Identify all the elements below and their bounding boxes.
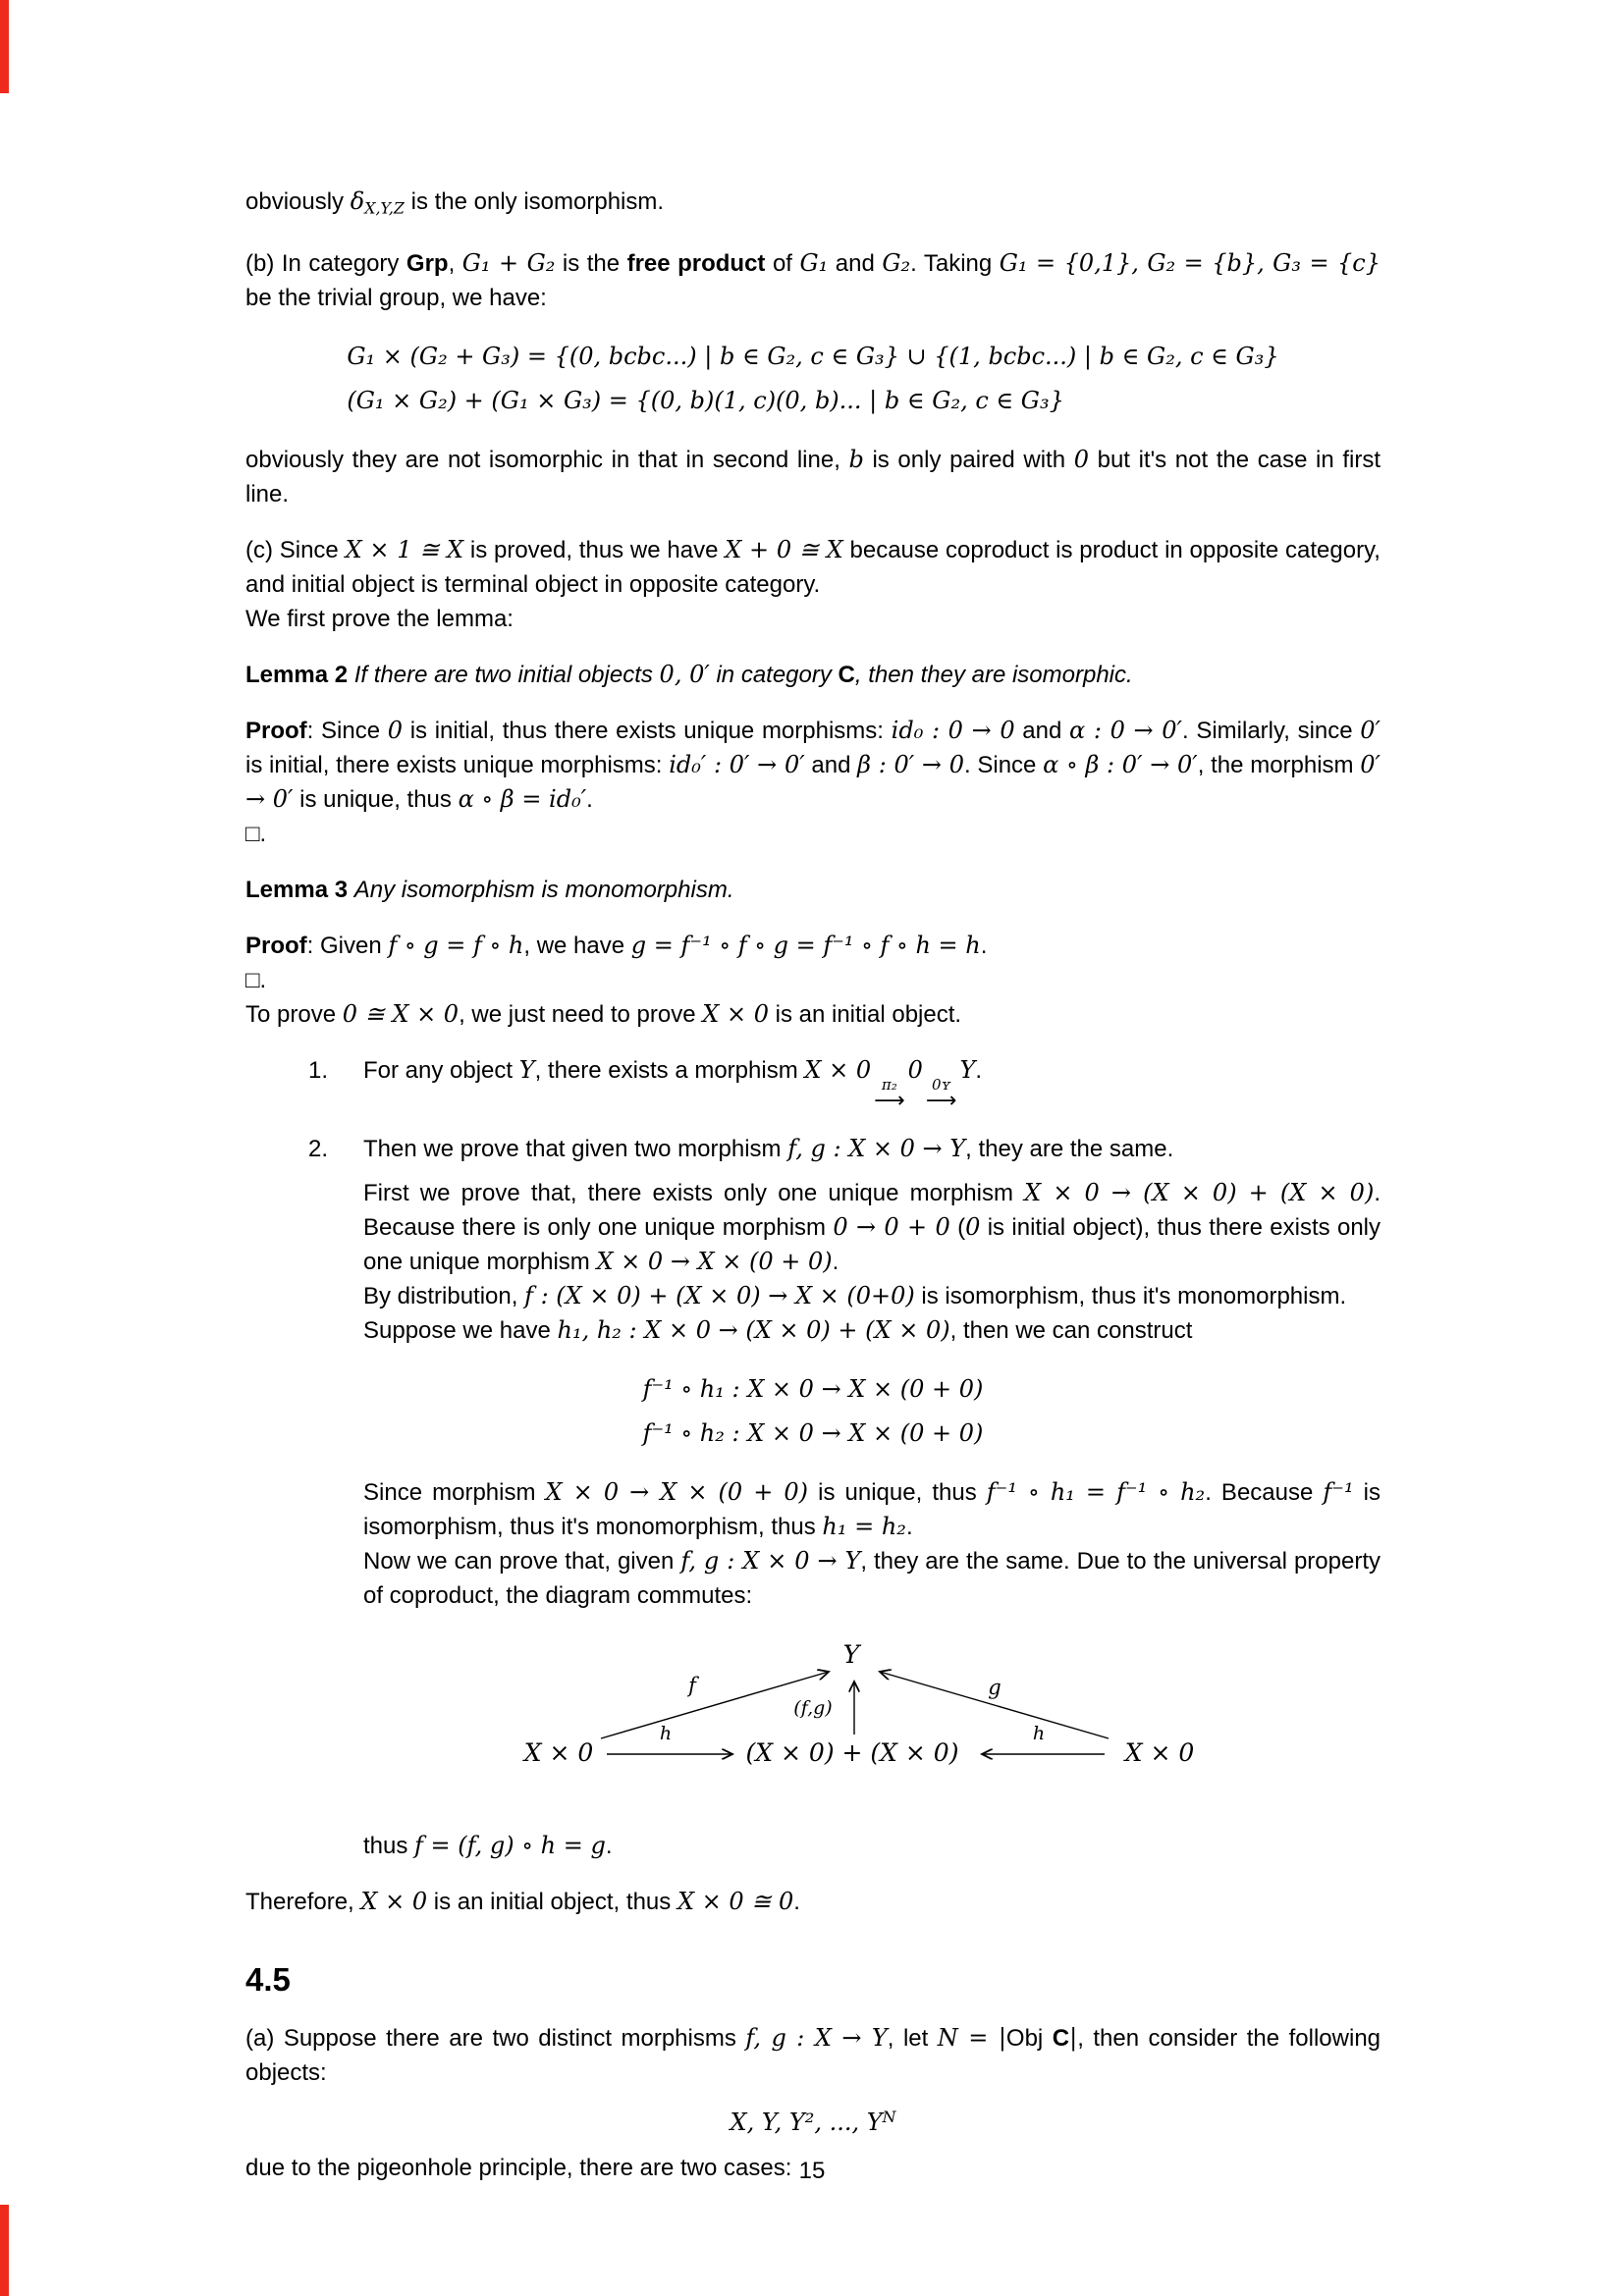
list-number: 2. (308, 1135, 329, 1162)
qed-box (245, 817, 1380, 851)
text-segment: , they are the same. Due to the universal property of coproduct, the diagram commutes: (363, 1547, 1380, 1609)
equation-line (347, 335, 1278, 379)
text-segment: , there exists a morphism (534, 1057, 805, 1085)
text-segment: X × 0 (804, 1056, 872, 1085)
section-heading-4-5: 4.5 (245, 1960, 291, 1998)
text-segment: Grp (406, 250, 449, 278)
text-segment: is isomorphism, thus it's monomorphism. (914, 1282, 1347, 1309)
text-segment: X × 0 → (X × 0) + (X × 0) (1024, 1178, 1375, 1206)
text-segment: is only paired with (863, 447, 1074, 474)
text-segment: h₁ = h₂ (822, 1512, 906, 1540)
list-item-text (363, 1132, 1380, 1166)
page-content (245, 185, 1380, 2185)
text-segment: Since morphism (363, 1478, 546, 1506)
text-segment: C (1052, 2024, 1070, 2052)
text-segment: G₁ (799, 249, 829, 278)
text-segment: □. (245, 967, 267, 994)
text-segment: N = | (937, 2023, 1006, 2052)
paragraph-suppose (363, 1313, 1380, 1348)
paragraph-thus (363, 1829, 1380, 1863)
text-segment: Lemma 3 (245, 877, 354, 904)
text-segment: obviously they are not isomorphic in that in second line, (245, 447, 849, 474)
text-segment: , the morphism (1197, 752, 1361, 779)
lemma-3 (245, 873, 1380, 907)
text-segment: α : 0 → 0′ (1069, 717, 1182, 745)
paragraph-intro (245, 185, 1380, 225)
text-segment: obviously (245, 188, 351, 215)
text-segment: By distribution, (363, 1282, 525, 1309)
text-segment: f⁻¹ ∘ h₁ : X × 0 → X × (0 + 0) (642, 1374, 984, 1403)
text-segment: N (882, 2107, 896, 2126)
text-segment: To prove (245, 1001, 343, 1029)
text-segment: . (905, 1513, 913, 1540)
text-segment: ( (949, 1213, 966, 1241)
text-segment: free product (626, 250, 766, 278)
text-segment: f, g : X → Y (745, 2023, 888, 2052)
text-segment: is isomorphism, thus it's monomorphism, thus (363, 1478, 1381, 1540)
text-segment: Therefore, (245, 1888, 361, 1915)
text-segment: , we just need to prove (459, 1001, 703, 1029)
paragraph-to-prove (245, 997, 1380, 1032)
text-segment: is initial object), thus there exists only one unique morphism (363, 1213, 1381, 1275)
text-segment: X × 0 (360, 1887, 428, 1915)
text-segment: is initial, there exists unique morphisms: (245, 752, 670, 779)
text-segment: . Because there is only one unique morphism (363, 1179, 1380, 1241)
diagram-arrow-label-g: g (988, 1675, 1001, 1699)
paragraph-therefore (245, 1885, 1380, 1919)
text-segment: in category (709, 662, 839, 689)
text-segment: Any isomorphism is monomorphism. (353, 877, 734, 904)
text-segment: and (804, 752, 858, 779)
text-segment: Y (959, 1056, 976, 1085)
text-segment: δ (350, 187, 365, 215)
diagram-node-x0-left: X × 0 (523, 1737, 594, 1767)
paragraph-since-unique (363, 1475, 1380, 1544)
text-segment: because coproduct is product in opposite category, and initial object is terminal object in opposite category. (245, 537, 1380, 599)
list-item-1 (308, 1053, 1380, 1114)
text-segment: Obj (1005, 2024, 1053, 2052)
text-segment: G₁ = {0,1}, G₂ = {b}, G₃ = {c} (999, 249, 1380, 278)
proof-lemma-3 (245, 929, 1380, 963)
text-segment: . (605, 1832, 613, 1859)
text-segment: (a) Suppose there are two distinct morphisms (245, 2024, 746, 2052)
equation-line (643, 1367, 984, 1412)
page-number: 15 (798, 2158, 826, 2184)
text-segment: , then we can construct (949, 1316, 1193, 1344)
display-equation-objects (245, 2096, 1380, 2145)
text-segment: , they are the same. (965, 1135, 1174, 1162)
text-segment: (b) In category (245, 250, 406, 278)
text-segment: . Taking (910, 250, 1000, 278)
text-segment: π₂ ⟶ (874, 1076, 905, 1114)
text-segment: First we prove that, there exists only one unique morphism (363, 1179, 1025, 1206)
paragraph-by-distribution (363, 1279, 1380, 1313)
text-segment: X, Y, Y², ..., Y (730, 2108, 883, 2136)
text-segment: id₀ : 0 → 0 (891, 717, 1015, 745)
diagram-node-y: Y (842, 1639, 860, 1669)
diagram-arrow-label-f: f (688, 1673, 696, 1697)
text-segment: is an initial object. (768, 1001, 962, 1029)
text-segment: f⁻¹ ∘ h₂ : X × 0 → X × (0 + 0) (642, 1418, 984, 1447)
paragraph-now-prove (363, 1544, 1380, 1613)
text-segment: 0 (965, 1212, 981, 1241)
text-segment: . Because (1205, 1478, 1324, 1506)
text-segment: and (828, 250, 883, 278)
text-segment: α ∘ β = id₀′ (458, 785, 587, 814)
text-segment: . Similarly, since (1181, 718, 1361, 745)
text-segment: X + 0 ≅ X (725, 536, 843, 564)
text-segment: . (832, 1248, 839, 1275)
text-segment: We first prove the lemma: (245, 606, 514, 633)
equation-line (643, 1412, 984, 1456)
commutative-diagram-arrows (245, 1636, 1380, 1811)
text-segment: C (838, 662, 855, 689)
diagram-node-coproduct: (X × 0) + (X × 0) (745, 1737, 959, 1767)
text-segment: 0, 0′ (659, 661, 710, 689)
text-segment: is initial, thus there exists unique morphisms: (403, 718, 892, 745)
text-segment: : Given (306, 933, 389, 960)
text-segment: f⁻¹ (1323, 1477, 1354, 1506)
text-segment: of (765, 250, 800, 278)
text-segment: 0ʏ ⟶ (925, 1076, 957, 1114)
text-segment: β : 0′ → 0 (857, 751, 964, 779)
text-segment: thus (363, 1832, 415, 1859)
text-segment: . (975, 1057, 982, 1085)
text-segment: f = (f, g) ∘ h = g (414, 1831, 606, 1859)
list-item-text (363, 1053, 1380, 1114)
text-segment: and (1014, 718, 1070, 745)
text-segment: is an initial object, thus (427, 1888, 677, 1915)
text-segment: is the only isomorphism. (404, 188, 665, 215)
text-segment: □. (245, 821, 267, 848)
lemma-2 (245, 658, 1380, 692)
text-segment: f, g : X × 0 → Y (787, 1134, 966, 1162)
text-segment: f⁻¹ ∘ h₁ = f⁻¹ ∘ h₂ (986, 1477, 1206, 1506)
text-segment: , then they are isomorphic. (854, 662, 1133, 689)
text-segment: f : (X × 0) + (X × 0) → X × (0+0) (524, 1281, 915, 1309)
paragraph-first-prove (245, 602, 1380, 636)
text-segment: : Since (306, 718, 388, 745)
display-equation-constructed-morphisms (245, 1367, 1380, 1456)
text-segment: X × 0 → X × (0 + 0) (545, 1477, 809, 1506)
text-segment: , then consider the following objects: (245, 2024, 1381, 2086)
paragraph-b (245, 246, 1380, 315)
text-segment: If there are two initial objects (353, 662, 660, 689)
text-segment: X × 0 → X × (0 + 0) (596, 1247, 833, 1275)
paragraph-a (245, 2021, 1380, 2090)
list-item-2 (308, 1132, 1380, 1166)
diagram-arrow-label-fg: (f,g) (793, 1696, 833, 1719)
paragraph-not-isomorphic (245, 443, 1380, 511)
equation-line (347, 379, 1278, 423)
text-segment: be the trivial group, we have: (245, 285, 547, 312)
text-segment: For any object (363, 1057, 519, 1085)
diagram-arrow-label-h-left: h (659, 1722, 673, 1744)
qed-box (245, 963, 1380, 997)
text-segment: is proved, thus we have (463, 537, 726, 564)
text-segment: , we have (523, 933, 631, 960)
text-segment: 0′ → 0′ (245, 751, 1380, 814)
text-segment: f, g : X × 0 → Y (680, 1546, 861, 1575)
commutative-diagram (245, 1636, 1380, 1811)
text-segment: Proof (245, 718, 307, 745)
text-segment: but it's not the case in first line. (245, 447, 1381, 508)
text-segment: 0′ (1360, 717, 1380, 745)
text-segment: (c) Since (245, 537, 346, 564)
text-segment: X × 0 ≅ 0 (677, 1887, 794, 1915)
text-segment: f ∘ g = f ∘ h (388, 932, 524, 960)
text-segment: . (793, 1888, 800, 1915)
text-segment: 0 (387, 717, 404, 745)
text-segment: 0 (907, 1056, 923, 1085)
equation-line (731, 2096, 896, 2145)
text-segment: Then we prove that given two morphism (363, 1135, 788, 1162)
text-segment: . Since (963, 752, 1044, 779)
text-segment: , let (887, 2024, 938, 2052)
page-edge-marker-bottom (0, 2205, 9, 2296)
diagram-node-x0-right: X × 0 (1124, 1737, 1195, 1767)
proof-lemma-2 (245, 714, 1380, 817)
text-segment: 0 ≅ X × 0 (342, 1000, 460, 1029)
text-segment: G₁ + G₂ (461, 249, 556, 278)
text-segment: due to the pigeonhole principle, there are two cases: (245, 2154, 792, 2181)
text-segment: is unique, thus (808, 1478, 987, 1506)
display-equation-group-products (245, 335, 1380, 423)
text-segment: 0 (1073, 446, 1089, 474)
text-segment: Y (518, 1056, 535, 1085)
text-segment: α ∘ β : 0′ → 0′ (1043, 751, 1198, 779)
text-segment: . (980, 933, 988, 960)
text-segment: b (848, 446, 864, 474)
text-segment: | (1069, 2023, 1078, 2052)
text-segment: Suppose we have (363, 1316, 558, 1344)
text-segment: X,Y,Z (364, 198, 405, 218)
text-segment: 0 → 0 + 0 (833, 1212, 950, 1241)
paragraph-c (245, 533, 1380, 602)
text-segment: G₁ × (G₂ + G₃) = {(0, bcbc...) | b ∈ G₂, c ∈ G₃} ∪ {(1, bcbc...) | b ∈ G₂, c ∈ G₃} (347, 343, 1279, 371)
text-segment: X × 1 ≅ X (345, 536, 464, 564)
text-segment: Now we can prove that, given (363, 1547, 681, 1575)
text-segment: (G₁ × G₂) + (G₁ × G₃) = {(0, b)(1, c)(0, b)... | b ∈ G₂, c ∈ G₃} (347, 387, 1064, 415)
text-segment: . (586, 786, 593, 814)
text-segment: g = f⁻¹ ∘ f ∘ g = f⁻¹ ∘ f ∘ h = h (630, 932, 981, 960)
text-segment: is the (555, 250, 627, 278)
paragraph-first-we-prove (363, 1176, 1380, 1279)
text-segment: , (448, 250, 462, 278)
diagram-arrow-label-h-right: h (1032, 1722, 1046, 1744)
text-segment: Lemma 2 (245, 662, 354, 689)
text-segment: Proof (245, 933, 307, 960)
text-segment: G₂ (882, 249, 911, 278)
list-number: 1. (308, 1057, 329, 1085)
text-segment: h₁, h₂ : X × 0 → (X × 0) + (X × 0) (557, 1315, 950, 1344)
text-segment: id₀′ : 0′ → 0′ (669, 751, 805, 779)
text-segment: is unique, thus (293, 786, 459, 814)
page-edge-marker-top (0, 0, 9, 93)
text-segment: X × 0 (702, 1000, 769, 1029)
